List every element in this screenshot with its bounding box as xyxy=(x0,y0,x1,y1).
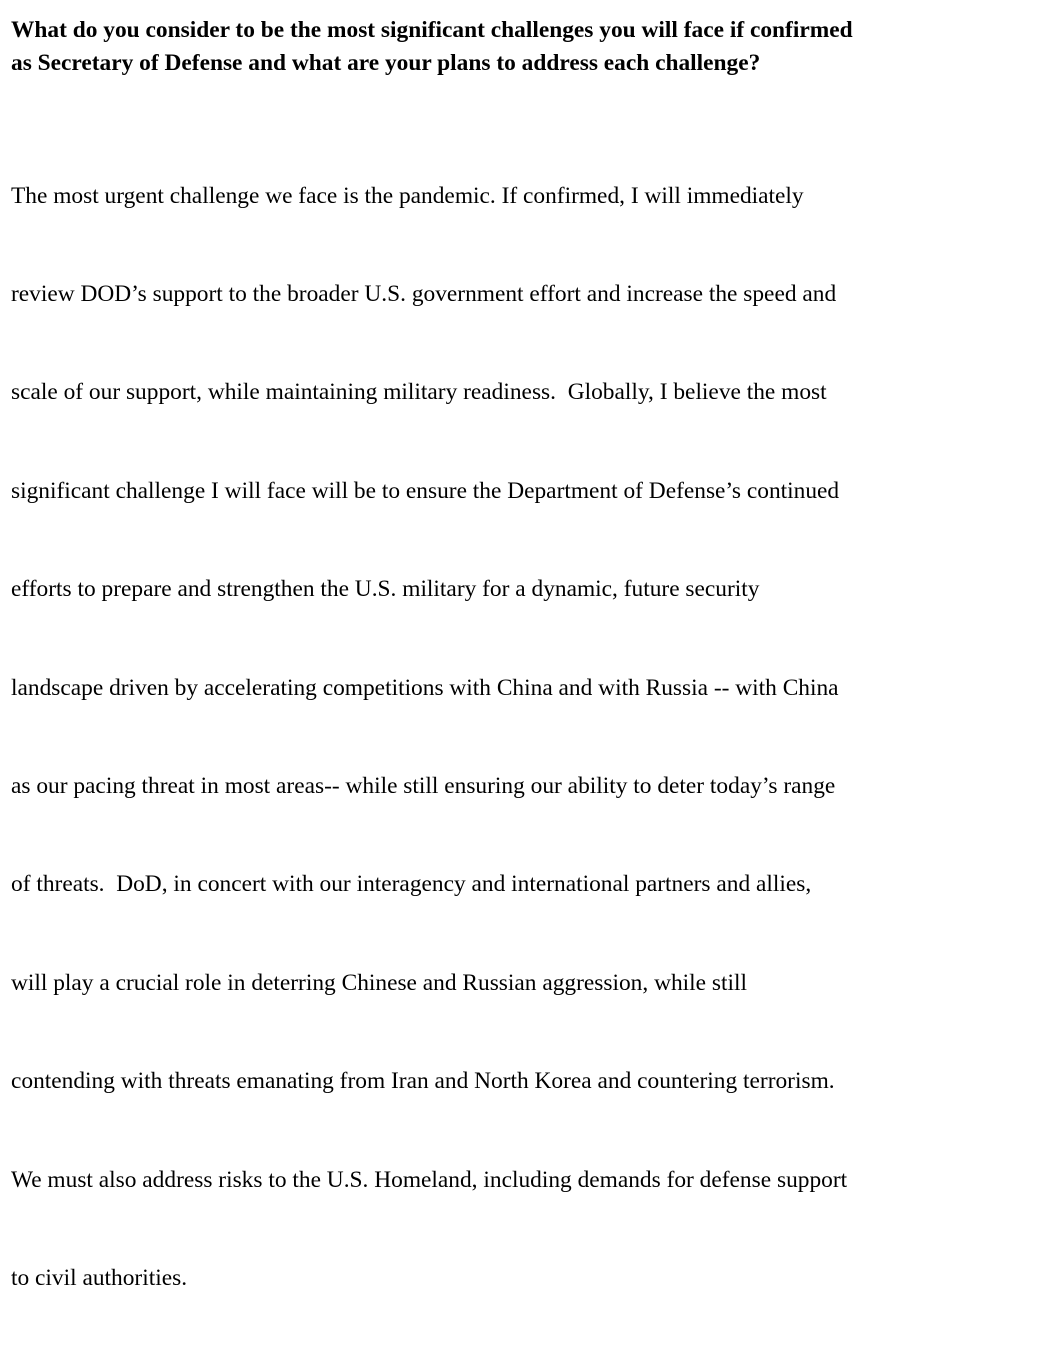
answer-line: The most urgent challenge we face is the pandemic. If confirmed, I will immediately xyxy=(11,182,804,209)
answer-line: of threats. DoD, in concert with our interagency and international partners and allies, xyxy=(11,871,812,898)
document-page xyxy=(11,14,1051,1360)
answer-line: as our pacing threat in most areas-- while still ensuring our ability to deter today’s range xyxy=(11,772,836,799)
answer-line: landscape driven by accelerating competitions with China and with Russia -- with China xyxy=(11,674,839,701)
question-line: What do you consider to be the most significant challenges you will face if confirmed xyxy=(11,17,853,43)
answer-line: efforts to prepare and strengthen the U.S. military for a dynamic, future security xyxy=(11,576,760,603)
answer-line: significant challenge I will face will be to ensure the Department of Defense’s continued xyxy=(11,477,840,504)
answer-line: to civil authorities. xyxy=(11,1264,188,1291)
answer-line: will play a crucial role in deterring Chinese and Russian aggression, while still xyxy=(11,969,747,996)
answer-line: review DOD’s support to the broader U.S. government effort and increase the speed and xyxy=(11,280,837,307)
question-line: as Secretary of Defense and what are your plans to address each challenge? xyxy=(11,50,761,76)
answer-line: We must also address risks to the U.S. Homeland, including demands for defense support xyxy=(11,1166,848,1193)
answer-paragraph xyxy=(11,114,1051,1360)
answer-line: contending with threats emanating from Iran and North Korea and countering terrorism. xyxy=(11,1068,835,1095)
answer-line: scale of our support, while maintaining military readiness. Globally, I believe the most xyxy=(11,379,827,406)
question-heading xyxy=(11,14,1051,80)
